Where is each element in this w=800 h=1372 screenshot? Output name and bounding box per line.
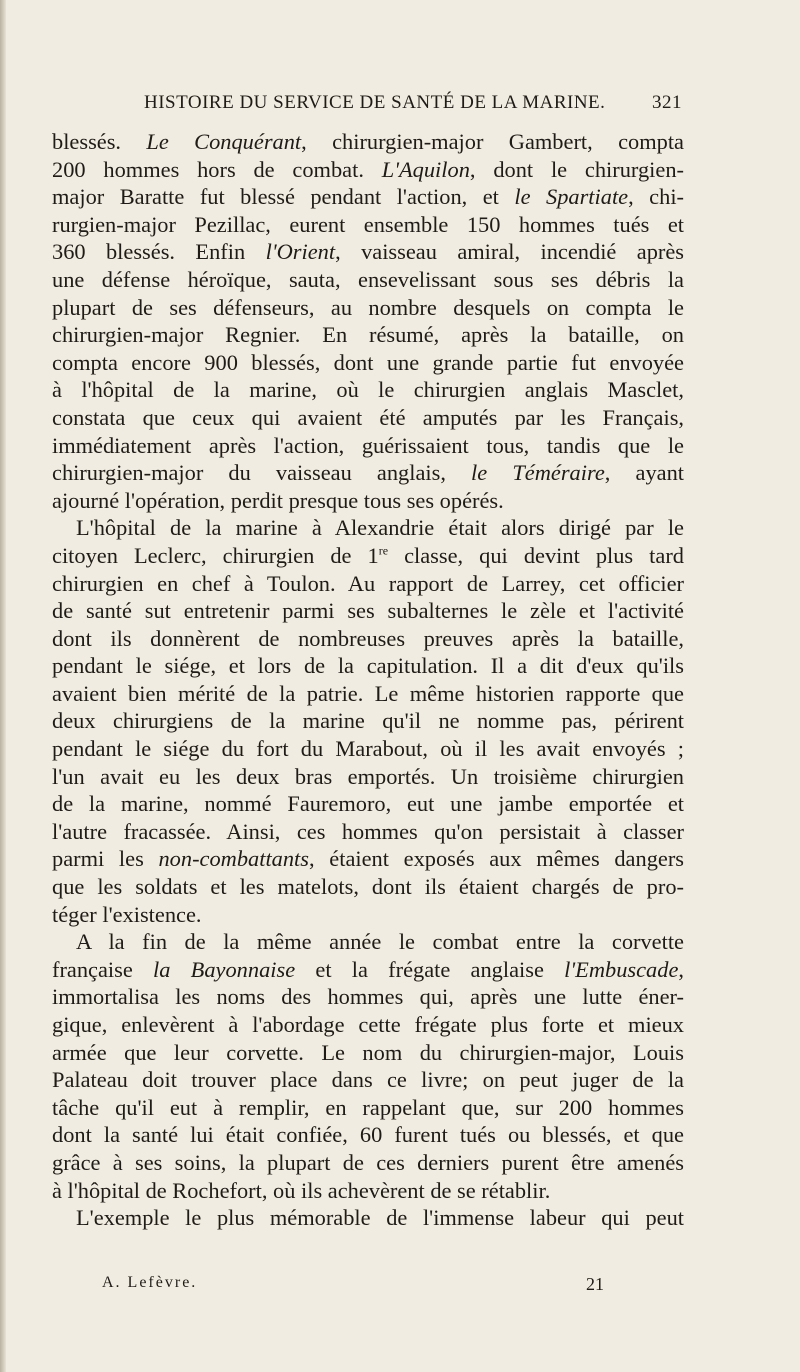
text-segment: , vaisseau amiral, incendié après — [335, 239, 685, 265]
text-line — [52, 845, 684, 873]
text-line — [52, 873, 684, 901]
text-segment: ajourné l'opération, perdit presque tous ses opérés. — [52, 487, 504, 513]
italic-text: l'Embuscade — [564, 956, 679, 982]
text-segment: , — [678, 956, 684, 982]
text-segment: 200 hommes hors de combat. — [52, 156, 382, 182]
running-title: HISTOIRE DU SERVICE DE SANTÉ DE LA MARINE. — [144, 92, 606, 113]
text-line — [52, 735, 684, 763]
text-segment: chirurgien-major du vaisseau anglais, — [52, 460, 472, 486]
text-line — [52, 1094, 684, 1122]
text-segment: téger l'existence. — [52, 901, 202, 927]
text-line — [52, 514, 684, 542]
text-line — [52, 487, 684, 515]
text-segment: dont la santé lui était confiée, 60 furent tués ou blessés, et que — [52, 1122, 684, 1148]
text-segment: que les soldats et les matelots, dont ils étaient chargés de pro- — [52, 874, 684, 900]
text-segment: pendant le siége, et lors de la capitulation. Il a dit d'eux qu'ils — [52, 653, 684, 679]
text-segment: pendant le siége du fort du Marabout, où il les avait envoyés ; — [52, 736, 684, 762]
text-line — [52, 983, 684, 1011]
text-line — [52, 238, 684, 266]
text-line — [52, 956, 684, 984]
text-segment: A la fin de la même année le combat entre la corvette — [76, 929, 684, 955]
body-text — [52, 128, 684, 1232]
text-segment: , étaient exposés aux mêmes dangers — [309, 846, 684, 872]
text-segment: dont ils donnèrent de nombreuses preuves après la bataille, — [52, 625, 684, 651]
page-edge — [0, 0, 6, 1372]
text-segment: l'un avait eu les deux bras emportés. Un troisième chirurgien — [52, 763, 684, 789]
text-line — [52, 542, 684, 570]
text-line — [52, 1177, 684, 1205]
text-segment: l'autre fracassée. Ainsi, ces hommes qu'on persistait à classer — [52, 818, 684, 844]
text-segment: chirurgien en chef à Toulon. Au rapport de Larrey, cet officier — [52, 570, 684, 596]
text-segment: une défense héroïque, sauta, ensevelissant sous ses débris la — [52, 266, 684, 292]
text-line — [52, 680, 684, 708]
text-line — [52, 211, 684, 239]
text-line — [52, 707, 684, 735]
text-segment: compta encore 900 blessés, dont une grande partie fut envoyée — [52, 349, 684, 375]
text-segment: de la marine, nommé Fauremoro, eut une jambe emportée et — [52, 791, 684, 817]
text-line — [52, 1149, 684, 1177]
text-line — [52, 928, 684, 956]
text-line — [52, 294, 684, 322]
italic-text: L'Aquilon — [381, 156, 470, 182]
text-line — [52, 432, 684, 460]
text-line — [52, 349, 684, 377]
text-line — [52, 1066, 684, 1094]
text-line — [52, 790, 684, 818]
text-line — [52, 652, 684, 680]
text-line — [52, 1039, 684, 1067]
italic-text: non-combattants — [158, 846, 309, 872]
italic-text: l'Orient — [265, 239, 336, 265]
text-segment: tâche qu'il eut à remplir, en rappelant que, sur 200 hommes — [52, 1094, 684, 1120]
text-segment: française — [52, 956, 154, 982]
text-line — [52, 570, 684, 598]
text-line — [52, 376, 684, 404]
text-line — [52, 459, 684, 487]
text-line — [52, 1121, 684, 1149]
text-segment: classe, qui devint plus tard — [388, 542, 684, 568]
text-segment: , ayant — [604, 460, 684, 486]
text-line — [52, 763, 684, 791]
text-line — [52, 128, 684, 156]
text-segment: parmi les — [52, 846, 159, 872]
text-segment: , chirurgien-major Gambert, compta — [301, 129, 684, 154]
text-segment: à l'hôpital de la marine, où le chirurgien anglais Masclet, — [52, 377, 684, 403]
text-segment: major Baratte fut blessé pendant l'action, et — [52, 184, 515, 210]
text-line — [52, 321, 684, 349]
text-segment: , dont le chirurgien- — [469, 156, 684, 182]
text-segment: rurgien-major Pezillac, eurent ensemble 150 hommes tués et — [52, 211, 684, 237]
italic-text: le Spartiate — [514, 184, 629, 210]
superscript-text: re — [378, 543, 389, 558]
text-line — [52, 183, 684, 211]
text-segment: avaient bien mérité de la patrie. Le même historien rapporte que — [52, 680, 684, 706]
text-line — [52, 625, 684, 653]
text-segment: immédiatement après l'action, guérissaient tous, tandis que le — [52, 432, 684, 458]
italic-text: Le Conquérant — [146, 129, 302, 154]
text-segment: immortalisa les noms des hommes qui, après une lutte éner- — [52, 984, 684, 1010]
text-line — [52, 404, 684, 432]
text-line — [52, 1011, 684, 1039]
text-line — [52, 266, 684, 294]
text-segment: 360 blessés. Enfin — [52, 239, 266, 265]
text-segment: chirurgien-major Regnier. En résumé, après la bataille, on — [52, 322, 684, 348]
text-segment: citoyen Leclerc, chirurgien de 1 — [52, 542, 379, 568]
text-line — [52, 818, 684, 846]
text-segment: à l'hôpital de Rochefort, où ils achevèrent de se rétablir. — [52, 1177, 551, 1203]
text-segment: grâce à ses soins, la plupart de ces derniers purent être amenés — [52, 1149, 684, 1175]
page-number: 321 — [652, 92, 682, 113]
text-line — [52, 156, 684, 184]
text-segment: de santé sut entretenir parmi ses subalternes le zèle et l'activité — [52, 598, 684, 624]
italic-text: la Bayonnaise — [153, 956, 296, 982]
text-segment: L'exemple le plus mémorable de l'immense labeur qui peut — [76, 1205, 684, 1231]
text-segment: deux chirurgiens de la marine qu'il ne nomme pas, périrent — [52, 708, 684, 734]
text-segment: plupart de ses défenseurs, au nombre desquels on compta le — [52, 294, 684, 320]
signature-mark: 21 — [586, 1274, 604, 1294]
text-line — [52, 901, 684, 929]
text-segment: blessés. — [52, 129, 147, 154]
text-segment: , chi- — [628, 184, 684, 210]
italic-text: le Téméraire — [471, 460, 605, 486]
text-segment: gique, enlevèrent à l'abordage cette frégate plus forte et mieux — [52, 1012, 684, 1037]
text-segment: L'hôpital de la marine à Alexandrie était alors dirigé par le — [76, 515, 684, 541]
text-line — [52, 1204, 684, 1232]
text-segment: armée que leur corvette. Le nom du chirurgien-major, Louis — [52, 1039, 684, 1065]
footer-author: A. Lefèvre. — [102, 1274, 198, 1291]
text-line — [52, 597, 684, 625]
text-segment: Palateau doit trouver place dans ce livre; on peut juger de la — [52, 1067, 684, 1093]
text-segment: et la frégate anglaise — [295, 956, 565, 982]
text-segment: constata que ceux qui avaient été amputés par les Français, — [52, 404, 684, 430]
